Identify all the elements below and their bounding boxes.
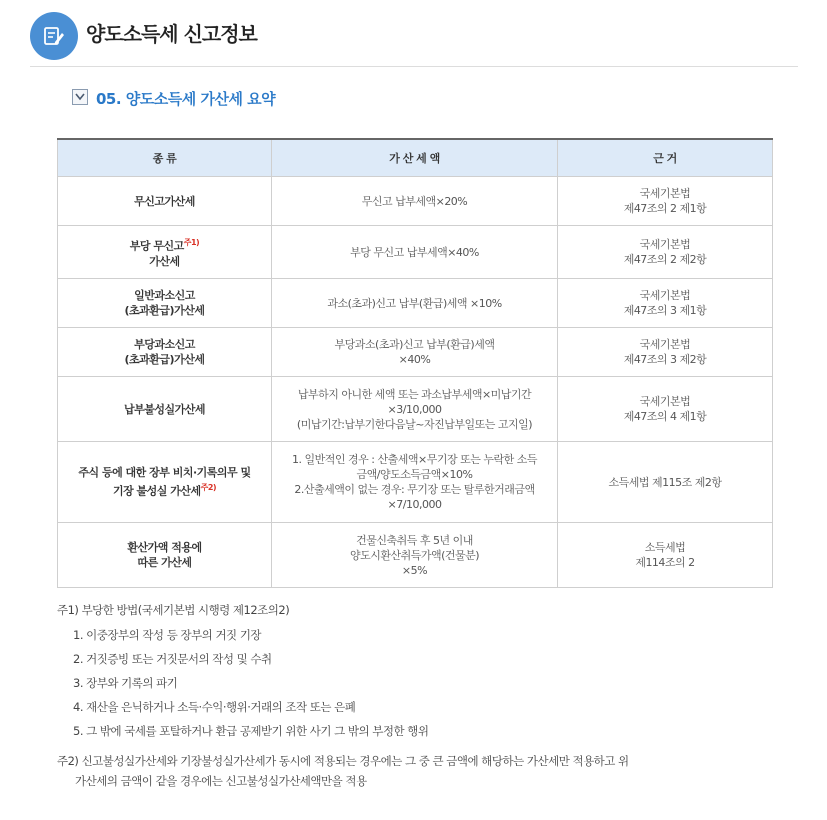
kind-cell bbox=[58, 328, 272, 377]
amount-cell bbox=[272, 442, 558, 523]
kind-text: 일반과소신고 bbox=[134, 289, 195, 302]
basis-text: 제47조의 3 제2항 bbox=[623, 353, 707, 366]
kind-text: 부당 무신고 bbox=[129, 239, 184, 253]
amount-text: 부당 무신고 납부세액×40% bbox=[350, 245, 479, 259]
footnote-2-line2: 가산세의 금액이 같을 경우에는 신고불성실가산세액만을 적용 bbox=[75, 774, 367, 788]
table-row bbox=[58, 523, 773, 588]
list-item: 4. 재산을 은닉하거나 소득·수익·행위·거래의 조작 또는 은폐 bbox=[73, 700, 356, 714]
amount-text: 과소(초과)신고 납부(환급)세액 ×10% bbox=[327, 296, 502, 310]
column-header-kind: 종 류 bbox=[58, 139, 272, 177]
list-item: 2. 거짓증빙 또는 거짓문서의 작성 및 수취 bbox=[73, 652, 272, 666]
basis-text: 소득세법 제115조 제2항 bbox=[608, 475, 722, 489]
amount-text: ×40% bbox=[398, 353, 431, 366]
chevron-down-icon[interactable] bbox=[72, 89, 88, 105]
amount-cell bbox=[272, 177, 558, 226]
footnote-marker: 주1) bbox=[183, 238, 200, 248]
basis-text: 국세기본법 bbox=[639, 187, 691, 200]
kind-text: 무신고가산세 bbox=[134, 194, 195, 208]
kind-text: 환산가액 적용에 bbox=[127, 541, 202, 554]
column-header-amount: 가 산 세 액 bbox=[272, 139, 558, 177]
basis-text: 제47조의 4 제1항 bbox=[623, 410, 707, 423]
table-row bbox=[58, 279, 773, 328]
basis-text: 소득세법 bbox=[644, 541, 686, 554]
list-item: 5. 그 밖에 국세를 포탈하거나 환급 공제받기 위한 사기 그 밖의 부정한 행위 bbox=[73, 724, 429, 738]
basis-cell bbox=[558, 442, 773, 523]
table-row bbox=[58, 377, 773, 442]
edit-document-icon bbox=[30, 12, 78, 60]
table-row bbox=[58, 226, 773, 279]
basis-text: 국세기본법 bbox=[639, 238, 691, 251]
basis-cell bbox=[558, 377, 773, 442]
kind-text: 납부불성실가산세 bbox=[123, 402, 205, 416]
basis-text: 국세기본법 bbox=[639, 289, 691, 302]
page-title: 양도소득세 신고정보 bbox=[86, 22, 257, 46]
amount-text: 납부하지 아니한 세액 또는 과소납부세액×미납기간 bbox=[297, 387, 532, 401]
basis-text: 제114조의 2 bbox=[635, 556, 695, 569]
penalty-tax-table bbox=[57, 138, 773, 588]
list-item: 3. 장부와 기록의 파기 bbox=[73, 676, 178, 690]
kind-cell bbox=[58, 523, 272, 588]
kind-text: 주식 등에 대한 장부 비치·기록의무 및 bbox=[78, 466, 251, 480]
list-item: 1. 이중장부의 작성 등 장부의 거짓 기장 bbox=[73, 628, 262, 642]
amount-text: ×7/10,000 bbox=[387, 498, 442, 511]
basis-text: 국세기본법 bbox=[639, 338, 691, 351]
amount-text: 부당과소(초과)신고 납부(환급)세액 bbox=[334, 338, 495, 351]
kind-text: 가산세 bbox=[149, 254, 180, 268]
amount-text: 금액/양도소득금액×10% bbox=[356, 468, 473, 481]
basis-text: 제47조의 3 제1항 bbox=[623, 304, 707, 317]
amount-text: (미납기간:납부기한다음날~자진납부일또는 고지일) bbox=[296, 417, 533, 431]
amount-text: 1. 일반적인 경우 : 산출세액×무기장 또는 누락한 소득 bbox=[292, 453, 537, 466]
basis-cell bbox=[558, 328, 773, 377]
column-header-basis: 근 거 bbox=[558, 139, 773, 177]
amount-cell bbox=[272, 377, 558, 442]
table-header-row bbox=[58, 139, 773, 177]
kind-cell bbox=[58, 226, 272, 279]
kind-cell bbox=[58, 377, 272, 442]
basis-cell bbox=[558, 177, 773, 226]
kind-text: 기장 불성실 가산세 bbox=[112, 484, 201, 498]
amount-text: ×3/10,000 bbox=[387, 402, 442, 416]
kind-text: (초과환급)가산세 bbox=[124, 353, 205, 366]
basis-cell bbox=[558, 523, 773, 588]
table-row bbox=[58, 177, 773, 226]
amount-text: 2.산출세액이 없는 경우: 무기장 또는 탈루한거래금액 bbox=[294, 483, 535, 496]
amount-text: 양도시환산취득가액(건물분) bbox=[349, 548, 480, 562]
basis-cell bbox=[558, 226, 773, 279]
amount-cell bbox=[272, 226, 558, 279]
basis-text: 국세기본법 bbox=[639, 395, 691, 408]
table-row bbox=[58, 328, 773, 377]
amount-text: 무신고 납부세액×20% bbox=[361, 194, 468, 208]
page-header bbox=[0, 0, 827, 70]
amount-cell bbox=[272, 523, 558, 588]
basis-text: 제47조의 2 제2항 bbox=[623, 253, 707, 266]
footnote-marker: 주2) bbox=[200, 483, 217, 493]
amount-cell bbox=[272, 279, 558, 328]
basis-cell bbox=[558, 279, 773, 328]
basis-text: 제47조의 2 제1항 bbox=[623, 202, 707, 215]
section-title: 05. 양도소득세 가산세 요약 bbox=[96, 90, 276, 108]
amount-text: ×5% bbox=[401, 563, 428, 577]
header-divider bbox=[30, 66, 798, 67]
kind-cell bbox=[58, 279, 272, 328]
amount-cell bbox=[272, 328, 558, 377]
kind-text: 따른 가산세 bbox=[137, 556, 192, 569]
footnote-2-line1: 주2) 신고불성실가산세와 기장불성실가산세가 동시에 적용되는 경우에는 그 중 큰 금액에 해당하는 가산세만 적용하고 위 bbox=[57, 754, 629, 768]
footnote-1-title: 주1) 부당한 방법(국세기본법 시행령 제12조의2) bbox=[57, 603, 290, 617]
kind-text: 부당과소신고 bbox=[134, 338, 195, 351]
kind-cell bbox=[58, 177, 272, 226]
kind-text: (초과환급)가산세 bbox=[124, 304, 205, 317]
amount-text: 건물신축취득 후 5년 이내 bbox=[356, 533, 473, 547]
table-row bbox=[58, 442, 773, 523]
kind-cell bbox=[58, 442, 272, 523]
